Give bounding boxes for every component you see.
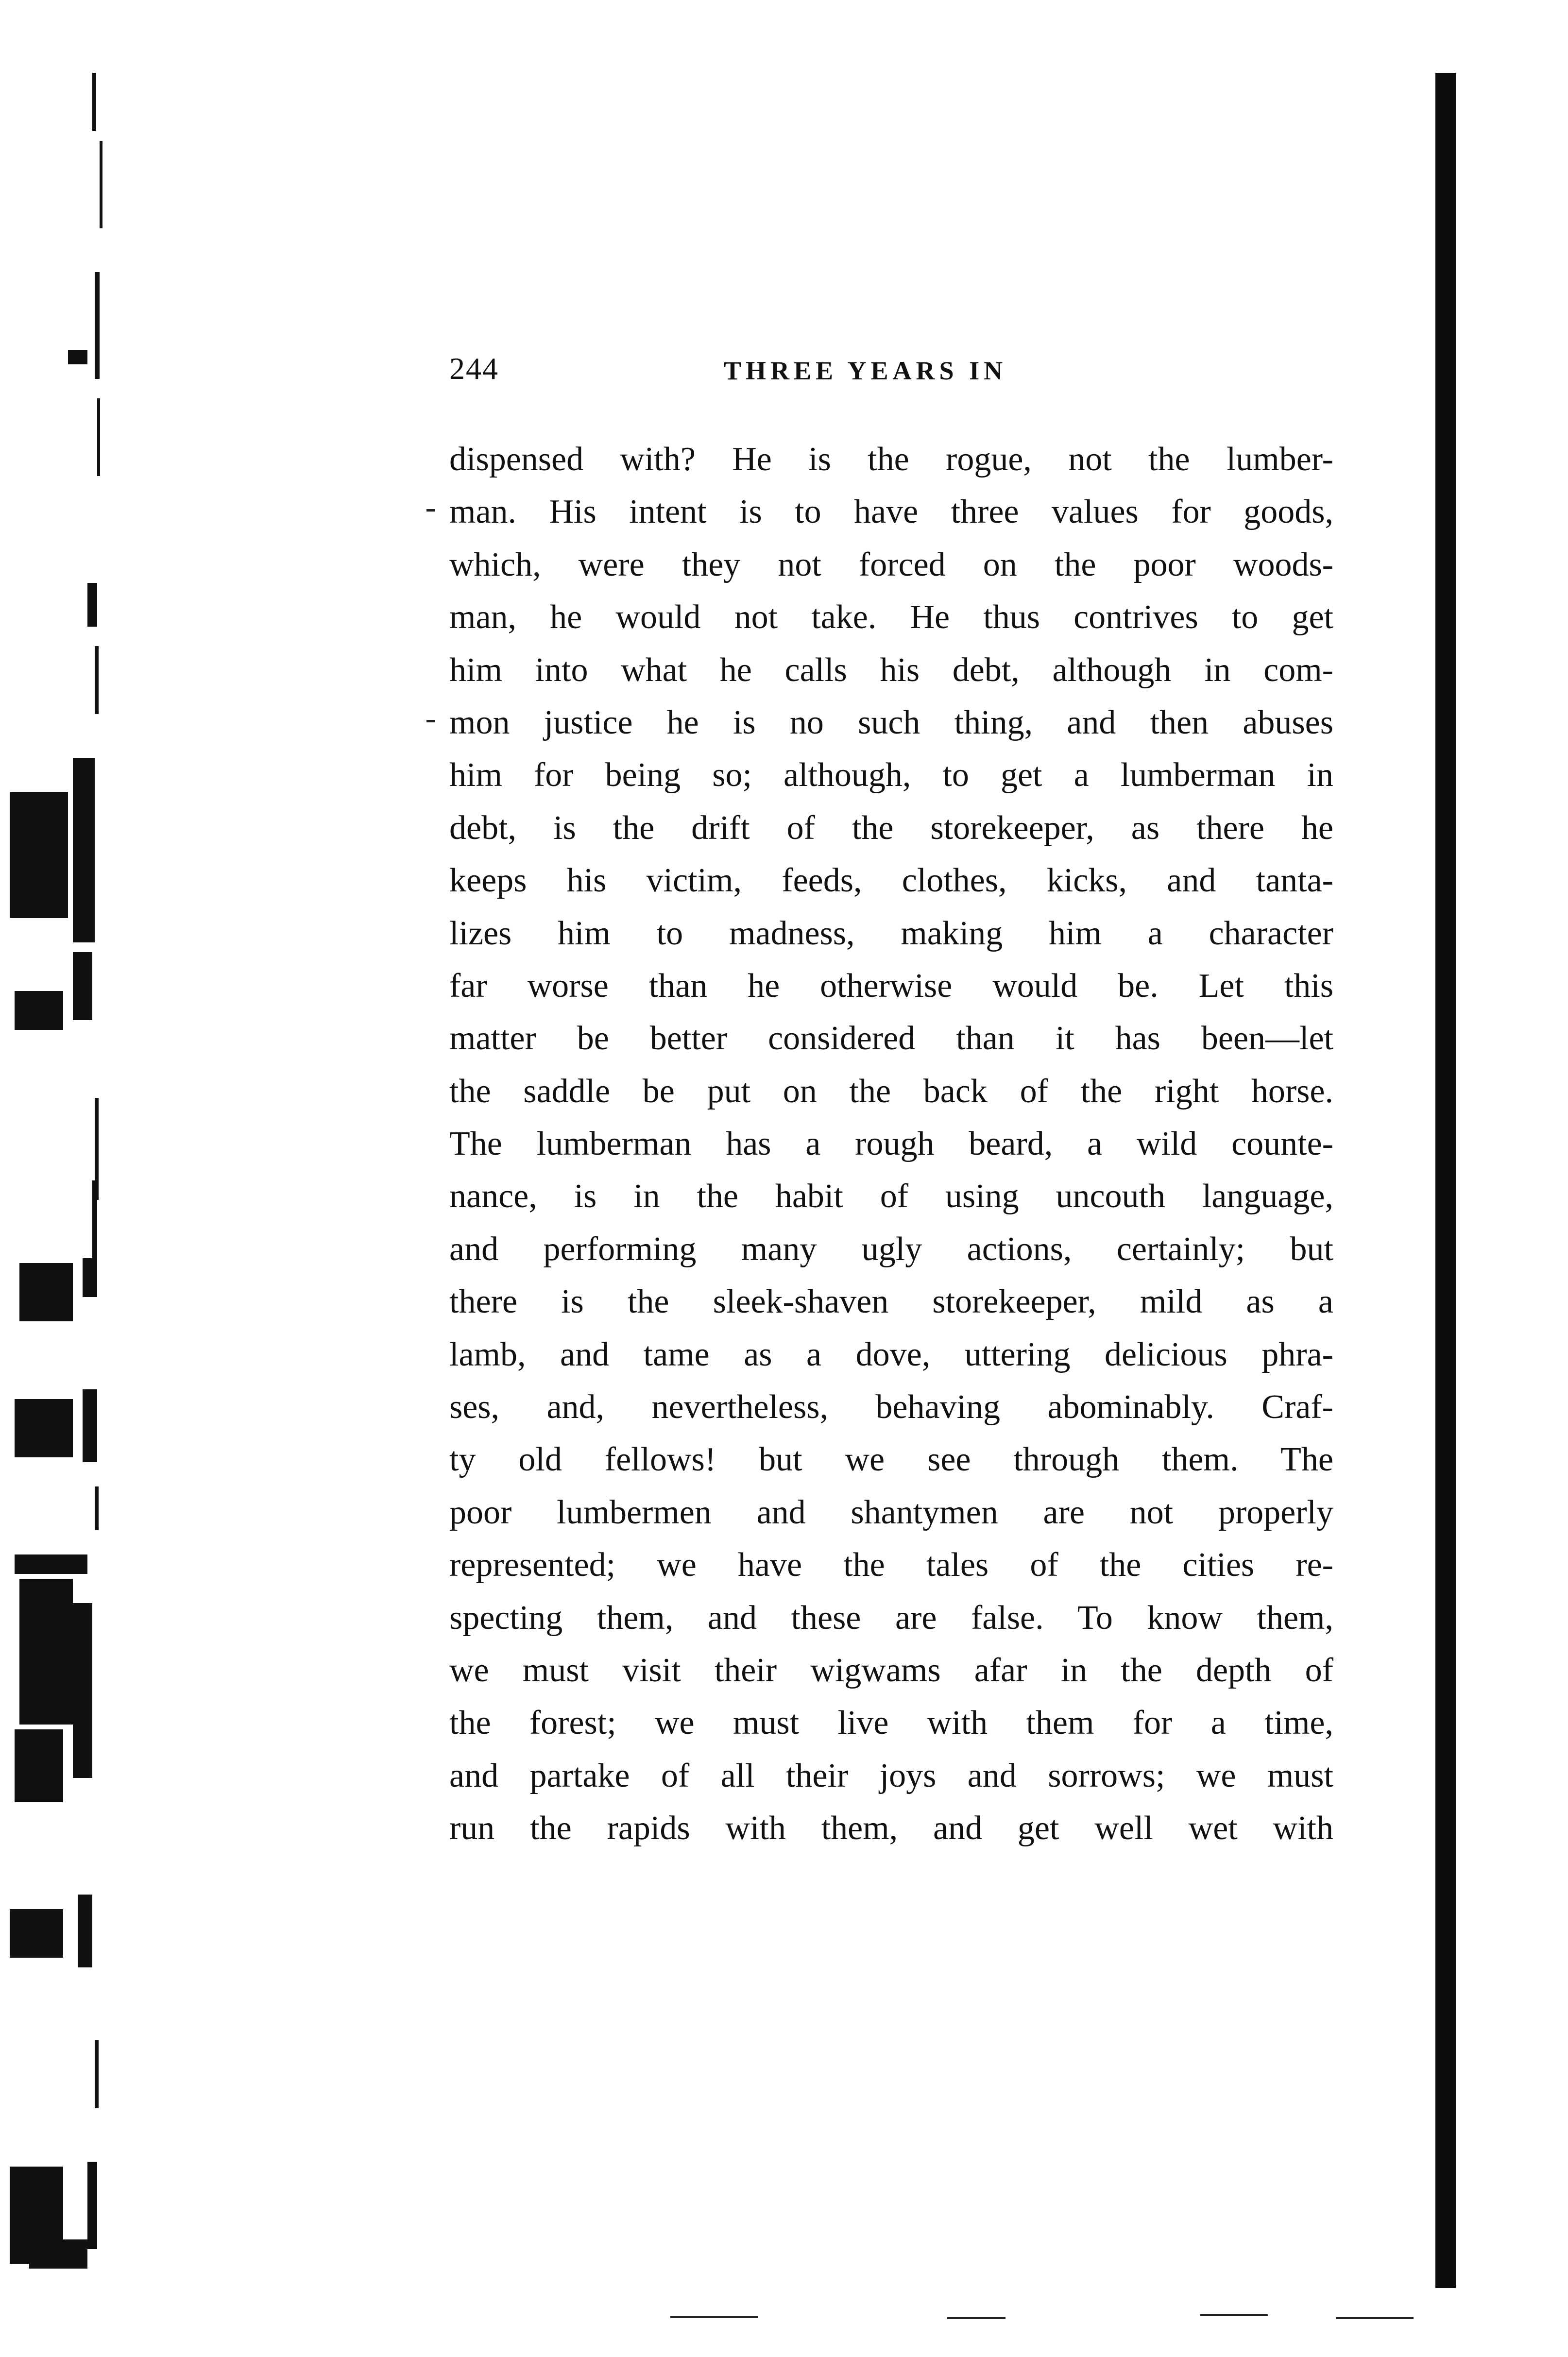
- text-line: him for being so; although, to get a lumberman in: [449, 756, 1333, 794]
- text-line: The lumberman has a rough beard, a wild counte-: [449, 1125, 1333, 1163]
- gutter-mark: [95, 2040, 99, 2108]
- text-line: which, were they not forced on the poor woods-: [449, 546, 1333, 583]
- gutter-mark: [68, 350, 87, 364]
- text-line: keeps his victim, feeds, clothes, kicks, and tanta-: [449, 862, 1333, 900]
- gutter-mark: [83, 1389, 97, 1462]
- gutter-mark: [73, 1603, 92, 1778]
- text-line: poor lumbermen and shantymen are not properly: [449, 1493, 1333, 1531]
- text-line: dispensed with? He is the rogue, not the lumber-: [449, 441, 1333, 478]
- noise-mark: [1336, 2317, 1414, 2319]
- gutter-mark: [100, 141, 102, 228]
- gutter-mark: [92, 1180, 97, 1258]
- gutter-mark: [95, 646, 99, 714]
- text-line: specting them, and these are false. To know them,: [449, 1599, 1333, 1637]
- gutter-mark: [73, 758, 95, 942]
- text-line: man, he would not take. He thus contrives to get: [449, 598, 1333, 636]
- gutter-mark: [83, 1258, 97, 1297]
- text-line: debt, is the drift of the storekeeper, as there he: [449, 809, 1333, 847]
- gutter-mark: [95, 272, 100, 379]
- text-line: mon justice he is no such thing, and then abuses: [449, 703, 1333, 741]
- gutter-mark: [87, 2162, 97, 2249]
- text-line: matter be better considered than it has been—let: [449, 1020, 1333, 1058]
- gutter-mark: [15, 1554, 87, 1574]
- noise-mark: [1200, 2314, 1268, 2316]
- gutter-mark: [95, 1486, 99, 1530]
- text-line: lizes him to madness, making him a character: [449, 914, 1333, 952]
- gutter-mark: [78, 1895, 92, 1967]
- text-line: far worse than he otherwise would be. Let this: [449, 967, 1333, 1005]
- margin-dash: [426, 509, 435, 512]
- text-line: him into what he calls his debt, although in com-: [449, 651, 1333, 689]
- text-line: ses, and, nevertheless, behaving abominably. Craf-: [449, 1388, 1333, 1426]
- noise-mark: [947, 2317, 1006, 2319]
- text-line: lamb, and tame as a dove, uttering delicious phra-: [449, 1335, 1333, 1373]
- text-line: and performing many ugly actions, certainly; but: [449, 1230, 1333, 1268]
- text-line: nance, is in the habit of using uncouth language,: [449, 1178, 1333, 1215]
- text-line: ty old fellows! but we see through them. The: [449, 1441, 1333, 1479]
- text-line: represented; we have the tales of the cities re-: [449, 1546, 1333, 1584]
- gutter-mark: [10, 792, 68, 918]
- body-text: [449, 433, 1333, 1855]
- gutter-mark: [19, 1579, 73, 1725]
- noise-mark: [670, 2316, 758, 2318]
- text-line: there is the sleek-shaven storekeeper, mild as a: [449, 1283, 1333, 1321]
- page-edge-shadow: [1435, 73, 1456, 2288]
- gutter-mark: [15, 1729, 63, 1802]
- text-line: run the rapids with them, and get well wet with: [449, 1810, 1333, 1847]
- page-number: 244: [449, 351, 499, 386]
- margin-dash: [426, 720, 435, 722]
- binding-gutter-scan-artifacts: [0, 0, 112, 2357]
- text-line: we must visit their wigwams afar in the depth of: [449, 1651, 1333, 1689]
- gutter-mark: [15, 991, 63, 1030]
- gutter-mark: [10, 1909, 63, 1958]
- running-head: THREE YEARS IN: [724, 356, 1007, 385]
- gutter-mark: [97, 398, 100, 476]
- gutter-mark: [92, 73, 96, 131]
- text-line: the saddle be put on the back of the right horse.: [449, 1072, 1333, 1110]
- gutter-mark: [29, 2239, 87, 2269]
- text-line: and partake of all their joys and sorrows; we must: [449, 1757, 1333, 1794]
- text-line: man. His intent is to have three values for goods,: [449, 493, 1333, 531]
- gutter-mark: [19, 1263, 73, 1321]
- bottom-scan-noise: [121, 2311, 1433, 2331]
- gutter-mark: [15, 1399, 73, 1457]
- gutter-mark: [87, 583, 97, 627]
- page-header: [449, 351, 1333, 394]
- text-line: the forest; we must live with them for a time,: [449, 1704, 1333, 1742]
- gutter-mark: [73, 952, 92, 1020]
